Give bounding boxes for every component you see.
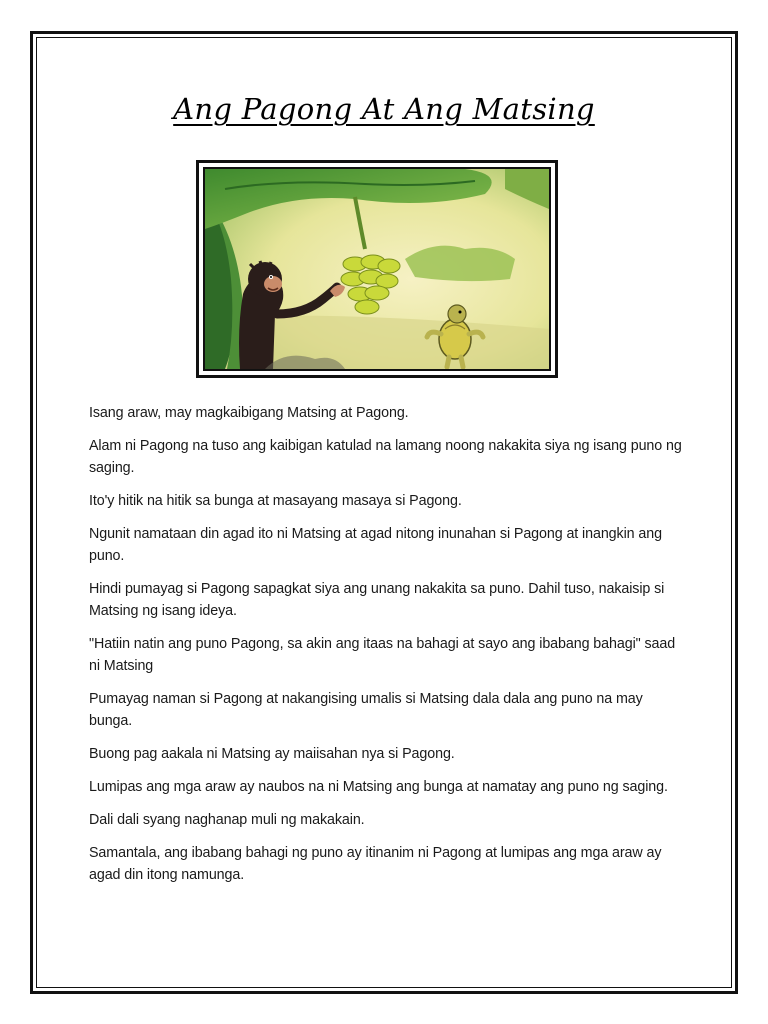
story-paragraph-6: "Hatiin natin ang puno Pagong, sa akin ang itaas na bahagi at sayo ang ibabang bahagi" saad ni Matsing [89, 636, 676, 674]
story-paragraph-4: Ngunit namataan din agad ito ni Matsing at agad nitong inunahan si Pagong at inangkin ang puno. [89, 526, 662, 564]
story-paragraph-2: Alam ni Pagong na tuso ang kaibigan katulad na lamang noong nakakita siya ng isang puno ng saging. [89, 438, 682, 476]
story-body [89, 402, 689, 897]
story-paragraph-5: Hindi pumayag si Pagong sapagkat siya ang unang nakakita sa puno. Dahil tuso, nakaisip si Matsing ng isang ideya. [89, 581, 665, 619]
story-illustration [196, 160, 558, 378]
monkey-turtle-banana-illustration [203, 167, 551, 371]
story-title: Ang Pagong At Ang Matsing [173, 92, 595, 126]
story-paragraph-1: Isang araw, may magkaibigang Matsing at Pagong. [89, 405, 409, 421]
story-paragraph-3: Ito'y hitik na hitik sa bunga at masayang masaya si Pagong. [89, 493, 462, 509]
story-paragraph-7: Pumayag naman si Pagong at nakangising umalis si Matsing dala dala ang puno na may bunga. [89, 691, 643, 729]
story-paragraph-9: Lumipas ang mga araw ay naubos na ni Matsing ang bunga at namatay ang puno ng saging. [89, 779, 668, 795]
story-paragraph-11: Samantala, ang ibabang bahagi ng puno ay itinanim ni Pagong at lumipas ang mga araw ay agad din itong namunga. [89, 845, 662, 883]
story-paragraph-8: Buong pag aakala ni Matsing ay maiisahan nya si Pagong. [89, 746, 455, 762]
story-paragraph-10: Dali dali syang naghanap muli ng makakain. [89, 812, 365, 828]
